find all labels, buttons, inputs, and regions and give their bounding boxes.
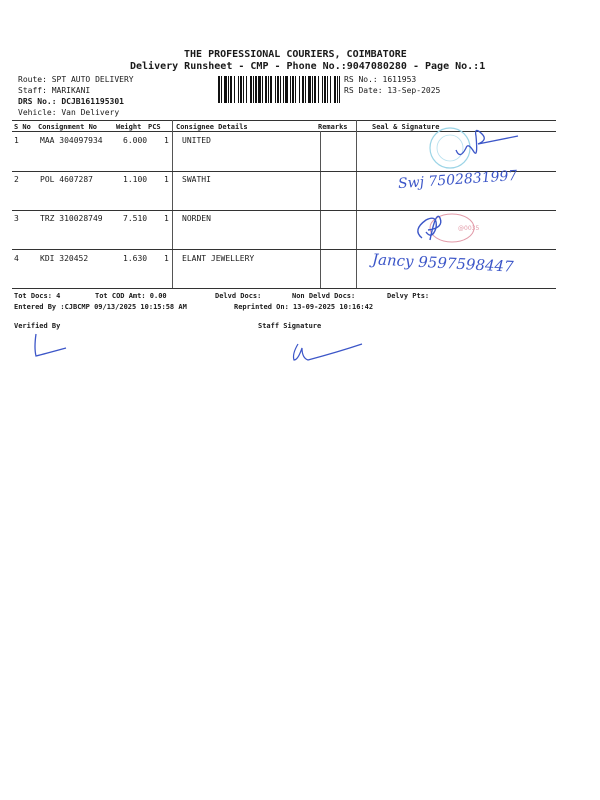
row-consignee: SWATHI (182, 175, 211, 184)
col-weight: Weight (116, 123, 142, 131)
barcode-bar (330, 76, 331, 103)
handwriting-row4: Jancy 9597598447 (371, 250, 515, 276)
row-weight: 1.630 (123, 254, 148, 263)
barcode-bar (327, 76, 328, 103)
barcode-bar (238, 76, 239, 103)
signature-row3 (418, 216, 441, 240)
company-title: THE PROFESSIONAL COURIERS, COIMBATORE (184, 49, 407, 60)
delivered-docs: Delvd Docs: (215, 292, 262, 300)
staff-text: Staff: MARIKANI (18, 86, 91, 95)
col-sno: S No (14, 123, 31, 131)
total-cod: Tot COD Amt: 0.00 (95, 292, 167, 300)
col-consignee: Consignee Details (176, 123, 248, 131)
row-consignee: ELANT JEWELLERY (182, 254, 255, 263)
barcode-bar (285, 76, 288, 103)
barcode-bar (224, 76, 227, 103)
barcode-bar (292, 76, 294, 103)
barcode-bar (299, 76, 300, 103)
staff-signature (288, 338, 378, 368)
barcode-bar (265, 76, 267, 103)
barcode (218, 76, 340, 103)
barcode-bar (280, 76, 281, 103)
row-consignment: KDI 320452 (40, 254, 89, 263)
row-sno: 2 (14, 175, 19, 184)
col-consignment: Consignment No (38, 123, 98, 131)
route-text: Route: SPT AUTO DELIVERY (18, 75, 134, 84)
barcode-bar (230, 76, 232, 103)
row-weight: 1.100 (123, 175, 148, 184)
barcode-bar (253, 76, 254, 103)
barcode-bar (339, 76, 340, 103)
barcode-bar (305, 76, 306, 103)
barcode-bar (334, 76, 336, 103)
verified-by-label: Verified By (14, 322, 61, 330)
barcode-bar (228, 76, 229, 103)
barcode-bar (262, 76, 263, 103)
barcode-bar (337, 76, 338, 103)
barcode-bar (322, 76, 323, 103)
row-consignee: NORDEN (182, 214, 211, 223)
runsheet-subtitle: Delivery Runsheet - CMP - Phone No.:9047080280 - Page No.:1 (130, 61, 486, 72)
col-divider-consignee (172, 120, 173, 288)
barcode-bar (275, 76, 276, 103)
vehicle-text: Vehicle: Van Delivery (18, 108, 120, 117)
barcode-bar (218, 76, 220, 103)
handwriting-row2: Swj 7502831997 (397, 167, 518, 193)
barcode-bar (221, 76, 222, 103)
row-consignment: TRZ 310028749 (40, 214, 103, 223)
row-consignee: UNITED (182, 136, 211, 145)
reprinted-on: Reprinted On: 13-09-2025 10:16:42 (234, 303, 374, 311)
drs-number: DRS No.: DCJB161195301 (18, 97, 124, 106)
rs-date: RS Date: 13-Sep-2025 (344, 86, 441, 95)
staff-signature-label: Staff Signature (258, 322, 322, 330)
non-delivered-docs: Non Delvd Docs: (292, 292, 356, 300)
svg-text:@0035: @0035 (458, 225, 480, 232)
col-pcs: PCS (148, 123, 161, 131)
barcode-bar (255, 76, 257, 103)
row-weight: 6.000 (123, 136, 148, 145)
delivery-points: Delvy Pts: (387, 292, 430, 300)
row-pcs: 1 (164, 254, 169, 263)
row-sno: 1 (14, 136, 19, 145)
barcode-bar (246, 76, 247, 103)
row-weight: 7.510 (123, 214, 148, 223)
verified-signature (30, 332, 90, 362)
signature-row1 (456, 130, 518, 154)
row-consignment: MAA 304097934 (40, 136, 103, 145)
barcode-bar (277, 76, 279, 103)
barcode-bar (268, 76, 269, 103)
row-pcs: 1 (164, 214, 169, 223)
row-sno: 4 (14, 254, 19, 263)
row-pcs: 1 (164, 175, 169, 184)
barcode-bar (302, 76, 304, 103)
barcode-bar (234, 76, 235, 103)
col-seal-signature: Seal & Signature (372, 123, 440, 131)
barcode-bar (324, 76, 326, 103)
table-bottom-rule (12, 288, 556, 289)
barcode-bar (308, 76, 311, 103)
barcode-bar (270, 76, 272, 103)
barcode-bar (283, 76, 284, 103)
col-divider-seal (356, 120, 357, 288)
barcode-bar (290, 76, 291, 103)
total-docs: Tot Docs: 4 (14, 292, 61, 300)
barcode-bar (258, 76, 261, 103)
col-remarks: Remarks (318, 123, 348, 131)
barcode-bar (243, 76, 244, 103)
barcode-bar (295, 76, 296, 103)
barcode-bar (314, 76, 316, 103)
row-consignment: POL 4607287 (40, 175, 93, 184)
row-pcs: 1 (164, 136, 169, 145)
row-sno: 3 (14, 214, 19, 223)
entered-by: Entered By :CJBCMP 09/13/2025 10:15:58 AM (14, 303, 187, 311)
barcode-bar (240, 76, 242, 103)
seal-stamp-icon (430, 128, 470, 168)
barcode-bar (312, 76, 313, 103)
barcode-bar (318, 76, 319, 103)
barcode-bar (250, 76, 252, 103)
rs-number: RS No.: 1611953 (344, 75, 417, 84)
